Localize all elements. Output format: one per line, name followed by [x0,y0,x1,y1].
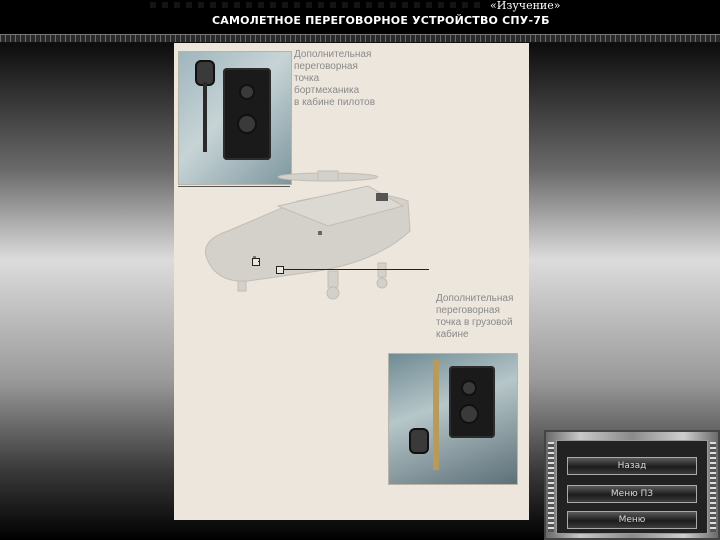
caption-cargo: Дополнительная переговорная точка в грузовой кабине [436,293,514,340]
menu-button[interactable]: Меню [567,511,697,529]
header-bar [0,0,720,34]
helicopter-illustration [178,151,418,331]
cargo-intercom-photo [388,353,518,485]
caption-cockpit: Дополнительная переговорная точка бортмеханика в кабине пилотов [294,49,376,108]
headset-jack-icon [409,428,429,454]
content-panel [174,43,529,520]
location-marker-cargo [276,266,284,274]
menu-inner-panel [556,440,708,534]
location-marker-cockpit [252,258,260,266]
leader-line-cargo [283,269,429,270]
menu-side-decoration [548,442,554,532]
page-title: САМОЛЕТНОЕ ПЕРЕГОВОРНОЕ УСТРОЙСТВО СПУ-7Б [212,14,550,27]
knob-icon [237,114,257,134]
header-ruler [0,34,720,43]
menu-side-decoration [710,442,716,532]
back-button[interactable]: Назад [567,457,697,475]
leader-line [258,261,260,262]
intercom-device-icon [449,366,495,438]
mode-label: «Изучение» [490,0,561,12]
navigation-menu [544,430,720,540]
knob-icon [459,404,479,424]
menu-pz-button[interactable]: Меню ПЗ [567,485,697,503]
cable-icon [203,82,207,152]
knob-icon [239,84,255,100]
knob-icon [461,380,477,396]
cable-icon [433,360,439,470]
header-decoration [150,2,480,8]
